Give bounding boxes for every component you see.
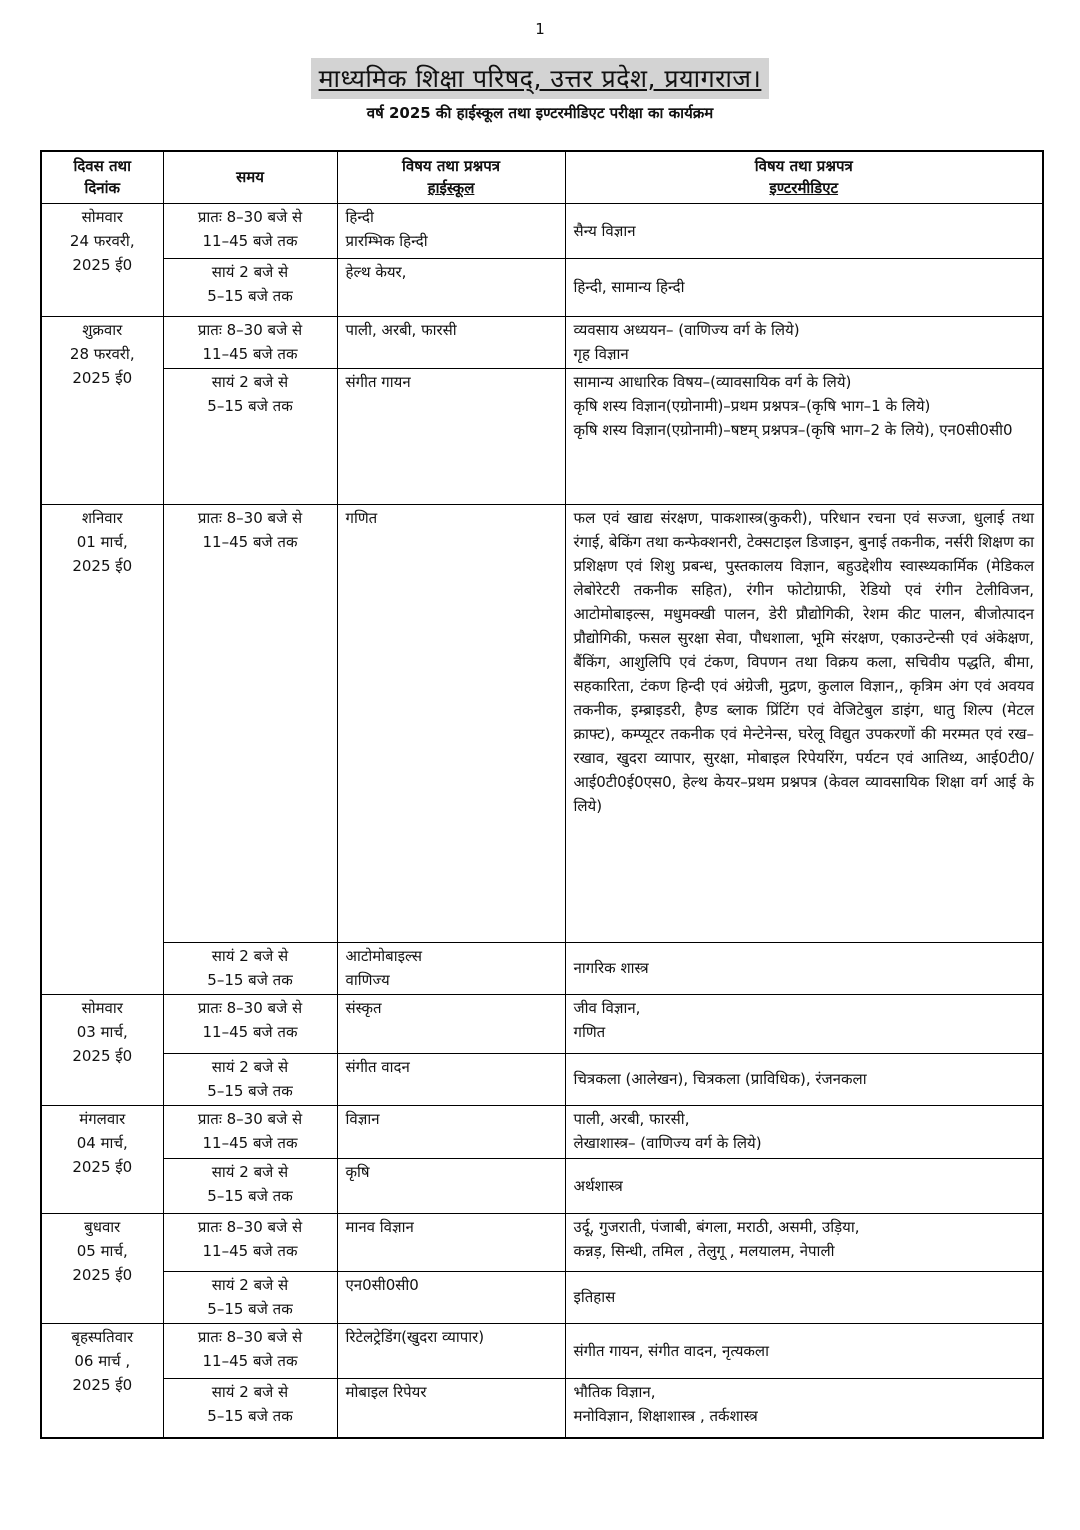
intermediate-subject: भौतिक विज्ञान, xyxy=(573,1382,656,1401)
intermediate-subject: हिन्दी, सामान्य हिन्दी xyxy=(573,278,685,296)
page-number: 1 xyxy=(535,20,545,38)
exam-year: 2025 ई0 xyxy=(72,1157,133,1176)
schedule-row xyxy=(41,942,1043,994)
evening-shift-time xyxy=(163,1378,337,1438)
exam-year: 2025 ई0 xyxy=(72,1375,133,1394)
evening-shift-time xyxy=(163,368,337,504)
highschool-subjects xyxy=(337,316,565,368)
weekday: बृहस्पतिवार xyxy=(71,1327,134,1346)
highschool-subject: गणित xyxy=(345,508,378,527)
schedule-row xyxy=(41,1213,1043,1271)
schedule-body xyxy=(41,203,1043,1438)
exam-year: 2025 ई0 xyxy=(72,556,133,575)
intermediate-subject: संगीत गायन, संगीत वादन, नृत्यकला xyxy=(573,1341,769,1360)
intermediate-subject: मनोविज्ञान, शिक्षाशास्त्र , तर्कशास्त्र xyxy=(573,1406,758,1425)
morning-shift-time xyxy=(163,316,337,368)
intermediate-subjects xyxy=(565,1213,1043,1271)
highschool-subjects xyxy=(337,1213,565,1271)
intermediate-subject: पाली, अरबी, फारसी, xyxy=(573,1109,690,1128)
exam-year: 2025 ई0 xyxy=(72,1265,133,1284)
shift-start: सायं 2 बजे से xyxy=(211,1162,289,1181)
morning-shift-time xyxy=(163,203,337,258)
shift-start: सायं 2 बजे से xyxy=(211,372,289,391)
intermediate-subjects xyxy=(565,1271,1043,1323)
intermediate-subject: कृषि शस्य विज्ञान(एग्रोनामी)–षष्टम् प्रश्नपत्र–(कृषि भाग–2 के लिये), एन0सी0सी0 xyxy=(573,420,1013,439)
document-title: माध्यमिक शिक्षा परिषद्, उत्तर प्रदेश, प्रयागराज। xyxy=(311,58,770,99)
highschool-subjects xyxy=(337,368,565,504)
intermediate-subject: लेखाशास्त्र– (वाणिज्य वर्ग के लिये) xyxy=(573,1133,762,1152)
intermediate-subjects xyxy=(565,368,1043,504)
highschool-subject: प्रारम्भिक हिन्दी xyxy=(345,231,428,250)
highschool-subjects xyxy=(337,1271,565,1323)
intermediate-subject: जीव विज्ञान, xyxy=(573,998,641,1017)
schedule-row xyxy=(41,504,1043,942)
intermediate-subject: सामान्य आधारिक विषय–(व्यावसायिक वर्ग के लिये) xyxy=(573,372,852,391)
shift-end: 11–45 बजे तक xyxy=(202,532,298,551)
morning-shift-time xyxy=(163,994,337,1053)
intermediate-subjects xyxy=(565,1105,1043,1158)
schedule-row xyxy=(41,1323,1043,1378)
highschool-subject: वाणिज्य xyxy=(345,970,390,989)
header-inter-line1: विषय तथा प्रश्नपत्र xyxy=(754,157,853,176)
evening-shift-time xyxy=(163,1053,337,1105)
shift-end: 11–45 बजे तक xyxy=(202,1351,298,1370)
exam-year: 2025 ई0 xyxy=(72,255,133,274)
shift-end: 11–45 बजे तक xyxy=(202,344,298,363)
intermediate-subject: फल एवं खाद्य संरक्षण, पाकशास्त्र(कुकरी), परिधान रचना एवं सज्जा, धुलाई तथा रंगाई, बेकिंग तथा कन्फेक्शनरी, टेक्सटाइल डिजाइन, बुनाई तकनीक, नर्सरी शिक्षण का प्रशिक्षण एवं शिशु प्रबन्ध, पुस्तकालय विज्ञान, बहुउद्देशीय स्वास्थ्यकार्मिक (मेडिकल लेबोरेटरी तकनीक सहित), रंगीन फोटोग्राफी, रेडियो एवं रंगीन टेलीविजन, आटोमोबाइल्स, मधुमक्खी पालन, डेरी प्रौद्योगिकी, रेशम कीट पालन, बीजोत्पादन प्रौद्योगिकी, फसल सुरक्षा सेवा, पौधशाला, भूमि संरक्षण, एकाउन्टेन्सी एवं अंकेक्षण, बैंकिंग, आशुलिपि एवं टंकण, विपणन तथा विक्रय कला, सचिवीय पद्धति, बीमा, सहकारिता, टंकण हिन्दी एवं अंग्रेजी, मुद्रण, कुलाल विज्ञान,, कृत्रिम अंग एवं अवयव तकनीक, इम्ब्राइडरी, हैण्ड ब्लाक प्रिंटिंग एवं वेजिटेबुल डाइंग, धातु शिल्प (मेटल क्राफ्ट), कम्प्यूटर तकनीक एवं मेन्टेनेन्स, घरेलू विद्युत उपकरणों की मरम्मत एवं रख–रखाव, खुदरा व्यापार, सुरक्षा, मोबाइल रिपेयरिंग, पर्यटन एवं आतिथ्य, आई0टी0/आई0टी0ई0एस0, हेल्थ केयर–प्रथम प्रश्नपत्र (केवल व्यावसायिक शिक्षा वर्ग आई के लिये) xyxy=(573,508,1034,815)
intermediate-subjects xyxy=(565,1378,1043,1438)
highschool-subject: मानव विज्ञान xyxy=(345,1217,414,1236)
weekday: बुधवार xyxy=(84,1217,121,1236)
weekday: मंगलवार xyxy=(79,1109,126,1128)
day-date-cell xyxy=(41,1105,163,1213)
weekday: सोमवार xyxy=(81,207,123,226)
shift-end: 11–45 बजे तक xyxy=(202,1241,298,1260)
highschool-subject: संगीत वादन xyxy=(345,1057,410,1076)
intermediate-subjects xyxy=(565,1158,1043,1213)
header-time: समय xyxy=(163,151,337,203)
intermediate-subjects xyxy=(565,203,1043,258)
evening-shift-time xyxy=(163,258,337,316)
shift-start: प्रातः 8–30 बजे से xyxy=(197,320,303,339)
intermediate-subject: नागरिक शास्त्र xyxy=(573,959,649,977)
weekday: शनिवार xyxy=(81,508,123,527)
highschool-subject: आटोमोबाइल्स xyxy=(345,946,423,965)
highschool-subject: रिटेलट्रेडिंग(खुदरा व्यापार) xyxy=(345,1327,485,1346)
day-date-cell xyxy=(41,504,163,994)
title-wrap xyxy=(0,58,1080,99)
header-intermediate xyxy=(565,151,1043,203)
schedule-row xyxy=(41,1158,1043,1213)
intermediate-subject: इतिहास xyxy=(573,1288,616,1306)
highschool-subject: मोबाइल रिपेयर xyxy=(345,1382,427,1401)
day-date-cell xyxy=(41,1323,163,1438)
schedule-row xyxy=(41,316,1043,368)
exam-date: 06 मार्च , xyxy=(74,1351,131,1370)
shift-start: प्रातः 8–30 बजे से xyxy=(197,508,303,527)
exam-schedule-table xyxy=(40,150,1044,1439)
intermediate-subject: उर्दू, गुजराती, पंजाबी, बंगला, मराठी, असमी, उड़िया, xyxy=(573,1217,860,1236)
intermediate-subjects xyxy=(565,258,1043,316)
header-day xyxy=(41,151,163,203)
exam-year: 2025 ई0 xyxy=(72,1046,133,1065)
intermediate-subject: कृषि शस्य विज्ञान(एग्रोनामी)–प्रथम प्रश्नपत्र–(कृषि भाग–1 के लिये) xyxy=(573,396,931,415)
highschool-subjects xyxy=(337,1323,565,1378)
exam-date: 04 मार्च, xyxy=(76,1133,128,1152)
highschool-subjects xyxy=(337,994,565,1053)
highschool-subject: हिन्दी xyxy=(345,207,374,226)
exam-year: 2025 ई0 xyxy=(72,368,133,387)
highschool-subjects xyxy=(337,1053,565,1105)
intermediate-subjects xyxy=(565,994,1043,1053)
intermediate-subject: कन्नड़, सिन्धी, तमिल , तेलुगू , मलयालम, नेपाली xyxy=(573,1241,835,1260)
highschool-subject: संगीत गायन xyxy=(345,372,411,391)
shift-start: प्रातः 8–30 बजे से xyxy=(197,1109,303,1128)
highschool-subject: हेल्थ केयर, xyxy=(345,262,407,281)
day-date-cell xyxy=(41,994,163,1105)
intermediate-subject: व्यवसाय अध्ययन– (वाणिज्य वर्ग के लिये) xyxy=(573,320,800,339)
schedule-row xyxy=(41,1378,1043,1438)
highschool-subject: संस्कृत xyxy=(345,998,382,1017)
weekday: सोमवार xyxy=(81,998,123,1017)
intermediate-subject: गृह विज्ञान xyxy=(573,344,629,363)
day-date-cell xyxy=(41,316,163,504)
day-date-cell xyxy=(41,203,163,316)
schedule-row xyxy=(41,203,1043,258)
shift-start: प्रातः 8–30 बजे से xyxy=(197,1217,303,1236)
intermediate-subject: अर्थशास्त्र xyxy=(573,1176,623,1195)
shift-start: प्रातः 8–30 बजे से xyxy=(197,998,303,1017)
shift-start: प्रातः 8–30 बजे से xyxy=(197,207,303,226)
header-row xyxy=(41,151,1043,203)
highschool-subjects xyxy=(337,258,565,316)
shift-end: 11–45 बजे तक xyxy=(202,1133,298,1152)
shift-start: प्रातः 8–30 बजे से xyxy=(197,1327,303,1346)
header-inter-line2: इण्टरमीडिएट xyxy=(769,179,839,198)
shift-end: 5–15 बजे तक xyxy=(207,286,293,305)
exam-date: 28 फरवरी, xyxy=(69,344,135,363)
schedule-row xyxy=(41,994,1043,1053)
intermediate-subjects xyxy=(565,1053,1043,1105)
evening-shift-time xyxy=(163,942,337,994)
schedule-row xyxy=(41,1053,1043,1105)
highschool-subject: एन0सी0सी0 xyxy=(345,1275,419,1294)
schedule-row xyxy=(41,1271,1043,1323)
header-highschool xyxy=(337,151,565,203)
intermediate-subjects xyxy=(565,1323,1043,1378)
shift-end: 11–45 बजे तक xyxy=(202,231,298,250)
evening-shift-time xyxy=(163,1158,337,1213)
highschool-subjects xyxy=(337,1105,565,1158)
schedule-row xyxy=(41,258,1043,316)
schedule-row xyxy=(41,1105,1043,1158)
header-hs-line1: विषय तथा प्रश्नपत्र xyxy=(402,157,500,176)
morning-shift-time xyxy=(163,1213,337,1271)
intermediate-subjects xyxy=(565,942,1043,994)
highschool-subject: विज्ञान xyxy=(345,1109,380,1128)
shift-end: 5–15 बजे तक xyxy=(207,396,293,415)
shift-end: 5–15 बजे तक xyxy=(207,1186,293,1205)
intermediate-subjects xyxy=(565,504,1043,942)
shift-end: 5–15 बजे तक xyxy=(207,970,293,989)
morning-shift-time xyxy=(163,1105,337,1158)
document-subtitle: वर्ष 2025 की हाईस्कूल तथा इण्टरमीडिएट परीक्षा का कार्यक्रम xyxy=(366,104,714,122)
morning-shift-time xyxy=(163,1323,337,1378)
shift-start: सायं 2 बजे से xyxy=(211,1275,289,1294)
shift-start: सायं 2 बजे से xyxy=(211,262,289,281)
shift-start: सायं 2 बजे से xyxy=(211,946,289,965)
header-day-line2: दिनांक xyxy=(84,179,121,198)
shift-start: सायं 2 बजे से xyxy=(211,1382,289,1401)
intermediate-subject: गणित xyxy=(573,1022,606,1041)
shift-end: 5–15 बजे तक xyxy=(207,1081,293,1100)
highschool-subjects xyxy=(337,504,565,942)
highschool-subjects xyxy=(337,1158,565,1213)
day-date-cell xyxy=(41,1213,163,1323)
exam-date: 01 मार्च, xyxy=(76,532,128,551)
exam-date: 05 मार्च, xyxy=(76,1241,128,1260)
exam-date: 24 फरवरी, xyxy=(69,231,135,250)
highschool-subjects xyxy=(337,203,565,258)
morning-shift-time xyxy=(163,504,337,942)
highschool-subject: कृषि xyxy=(345,1162,370,1181)
header-day-line1: दिवस तथा xyxy=(73,157,132,176)
intermediate-subject: सैन्य विज्ञान xyxy=(573,221,636,240)
intermediate-subject: चित्रकला (आलेखन), चित्रकला (प्राविधिक), रंजनकला xyxy=(573,1070,867,1088)
shift-end: 5–15 बजे तक xyxy=(207,1406,293,1425)
evening-shift-time xyxy=(163,1271,337,1323)
highschool-subjects xyxy=(337,1378,565,1438)
weekday: शुक्रवार xyxy=(82,320,123,339)
highschool-subject: पाली, अरबी, फारसी xyxy=(345,320,457,339)
highschool-subjects xyxy=(337,942,565,994)
shift-end: 5–15 बजे तक xyxy=(207,1299,293,1318)
intermediate-subjects xyxy=(565,316,1043,368)
exam-date: 03 मार्च, xyxy=(76,1022,128,1041)
shift-start: सायं 2 बजे से xyxy=(211,1057,289,1076)
schedule-row xyxy=(41,368,1043,504)
shift-end: 11–45 बजे तक xyxy=(202,1022,298,1041)
header-hs-line2: हाईस्कूल xyxy=(427,179,475,198)
